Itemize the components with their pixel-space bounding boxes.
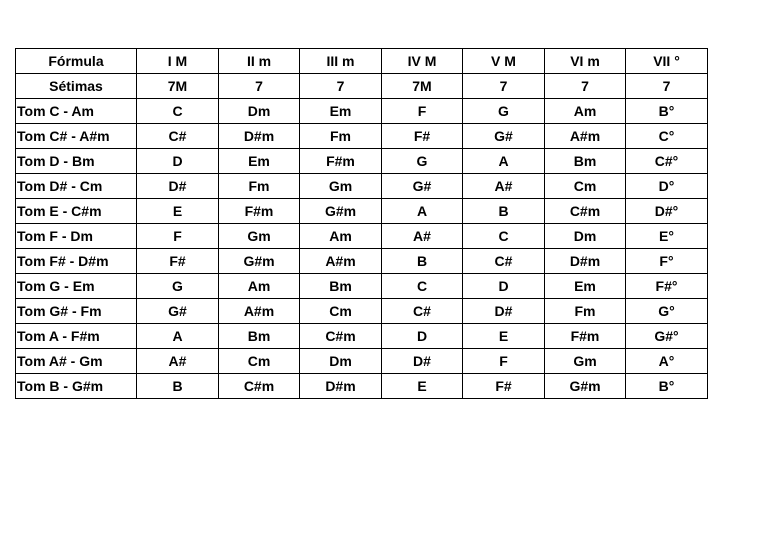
chord-cell: B <box>382 249 463 274</box>
chord-cell: D# <box>463 299 545 324</box>
table-row <box>16 174 708 199</box>
chord-cell: C# <box>137 124 219 149</box>
chord-cell: E° <box>626 224 708 249</box>
chord-cell: Bm <box>219 324 300 349</box>
chord-cell: G#° <box>626 324 708 349</box>
table-row <box>16 124 708 149</box>
chord-cell: E <box>463 324 545 349</box>
chord-cell: F <box>463 349 545 374</box>
chord-cell: A# <box>137 349 219 374</box>
chord-cell: D# <box>382 349 463 374</box>
chord-cell: G# <box>382 174 463 199</box>
chord-cell: C#m <box>545 199 626 224</box>
chord-cell: E <box>137 199 219 224</box>
header-cell: 7 <box>219 74 300 99</box>
chord-cell: Dm <box>545 224 626 249</box>
chord-cell: D#m <box>545 249 626 274</box>
table-row <box>16 299 708 324</box>
chord-cell: Dm <box>300 349 382 374</box>
chord-cell: C <box>137 99 219 124</box>
row-label-cell: Tom C# - A#m <box>16 124 137 149</box>
chord-cell: E <box>382 374 463 399</box>
chord-cell: G#m <box>219 249 300 274</box>
table-row <box>16 149 708 174</box>
header-cell: 7 <box>300 74 382 99</box>
chord-cell: F <box>382 99 463 124</box>
header-cell: II m <box>219 49 300 74</box>
row-label-cell: Tom E - C#m <box>16 199 137 224</box>
chord-cell: A <box>463 149 545 174</box>
chord-cell: G° <box>626 299 708 324</box>
chord-cell: Gm <box>545 349 626 374</box>
chord-cell: D <box>463 274 545 299</box>
chord-cell: C# <box>463 249 545 274</box>
chord-cell: Em <box>219 149 300 174</box>
table-row <box>16 324 708 349</box>
chord-cell: Cm <box>545 174 626 199</box>
header-cell: 7 <box>545 74 626 99</box>
header-cell: 7M <box>137 74 219 99</box>
chord-cell: C#m <box>300 324 382 349</box>
row-label-cell: Tom B - G#m <box>16 374 137 399</box>
chord-cell: Fm <box>219 174 300 199</box>
table-row <box>16 224 708 249</box>
chord-cell: Em <box>545 274 626 299</box>
chord-cell: A#m <box>545 124 626 149</box>
chord-cell: Cm <box>219 349 300 374</box>
chord-cell: Cm <box>300 299 382 324</box>
chord-cell: C#m <box>219 374 300 399</box>
header-cell: I M <box>137 49 219 74</box>
table-row <box>16 99 708 124</box>
row-label-cell: Tom G# - Fm <box>16 299 137 324</box>
header-cell: V M <box>463 49 545 74</box>
chord-cell: G <box>463 99 545 124</box>
table-header-row <box>16 49 708 74</box>
chord-cell: C <box>463 224 545 249</box>
chord-cell: Dm <box>219 99 300 124</box>
row-label-cell: Tom A# - Gm <box>16 349 137 374</box>
chord-cell: F <box>137 224 219 249</box>
chord-cell: B <box>137 374 219 399</box>
row-label-cell: Tom F - Dm <box>16 224 137 249</box>
chord-cell: Fm <box>545 299 626 324</box>
chord-cell: Fm <box>300 124 382 149</box>
table-row <box>16 249 708 274</box>
chord-cell: Am <box>545 99 626 124</box>
chord-cell: Am <box>300 224 382 249</box>
header-cell: III m <box>300 49 382 74</box>
header-cell: 7 <box>626 74 708 99</box>
chord-cell: D <box>137 149 219 174</box>
chord-cell: G# <box>137 299 219 324</box>
row-label-cell: Tom D# - Cm <box>16 174 137 199</box>
chord-cell: A#m <box>219 299 300 324</box>
header-cell: IV M <box>382 49 463 74</box>
header-cell: VI m <box>545 49 626 74</box>
chord-cell: F# <box>137 249 219 274</box>
chord-cell: F#m <box>300 149 382 174</box>
header-label-cell: Sétimas <box>16 74 137 99</box>
chord-cell: G# <box>463 124 545 149</box>
row-label-cell: Tom G - Em <box>16 274 137 299</box>
chord-table <box>15 48 708 399</box>
chord-cell: A# <box>382 224 463 249</box>
chord-cell: Gm <box>300 174 382 199</box>
chord-cell: Gm <box>219 224 300 249</box>
header-cell: 7M <box>382 74 463 99</box>
table-row <box>16 349 708 374</box>
chord-cell: C <box>382 274 463 299</box>
row-label-cell: Tom F# - D#m <box>16 249 137 274</box>
chord-cell: G#m <box>545 374 626 399</box>
chord-table-body <box>16 49 708 399</box>
row-label-cell: Tom D - Bm <box>16 149 137 174</box>
chord-cell: A° <box>626 349 708 374</box>
chord-cell: D#° <box>626 199 708 224</box>
chord-cell: C° <box>626 124 708 149</box>
chord-cell: Bm <box>300 274 382 299</box>
chord-cell: B <box>463 199 545 224</box>
chord-cell: F# <box>463 374 545 399</box>
chord-cell: D#m <box>300 374 382 399</box>
chord-cell: F#° <box>626 274 708 299</box>
chord-cell: G <box>137 274 219 299</box>
chord-cell: A# <box>463 174 545 199</box>
table-header-row <box>16 74 708 99</box>
row-label-cell: Tom A - F#m <box>16 324 137 349</box>
header-cell: VII ° <box>626 49 708 74</box>
chord-cell: F# <box>382 124 463 149</box>
chord-cell: B° <box>626 99 708 124</box>
row-label-cell: Tom C - Am <box>16 99 137 124</box>
chord-cell: D#m <box>219 124 300 149</box>
chord-cell: Em <box>300 99 382 124</box>
chord-cell: Am <box>219 274 300 299</box>
chord-cell: G <box>382 149 463 174</box>
header-cell: 7 <box>463 74 545 99</box>
table-row <box>16 274 708 299</box>
chord-cell: D# <box>137 174 219 199</box>
chord-cell: A <box>137 324 219 349</box>
chord-cell: D° <box>626 174 708 199</box>
chord-cell: G#m <box>300 199 382 224</box>
chord-cell: F#m <box>545 324 626 349</box>
chord-cell: B° <box>626 374 708 399</box>
chord-cell: C#° <box>626 149 708 174</box>
chord-cell: D <box>382 324 463 349</box>
table-row <box>16 199 708 224</box>
chord-cell: C# <box>382 299 463 324</box>
chord-cell: A <box>382 199 463 224</box>
chord-cell: F#m <box>219 199 300 224</box>
chord-cell: F° <box>626 249 708 274</box>
chord-cell: Bm <box>545 149 626 174</box>
header-label-cell: Fórmula <box>16 49 137 74</box>
table-row <box>16 374 708 399</box>
chord-cell: A#m <box>300 249 382 274</box>
